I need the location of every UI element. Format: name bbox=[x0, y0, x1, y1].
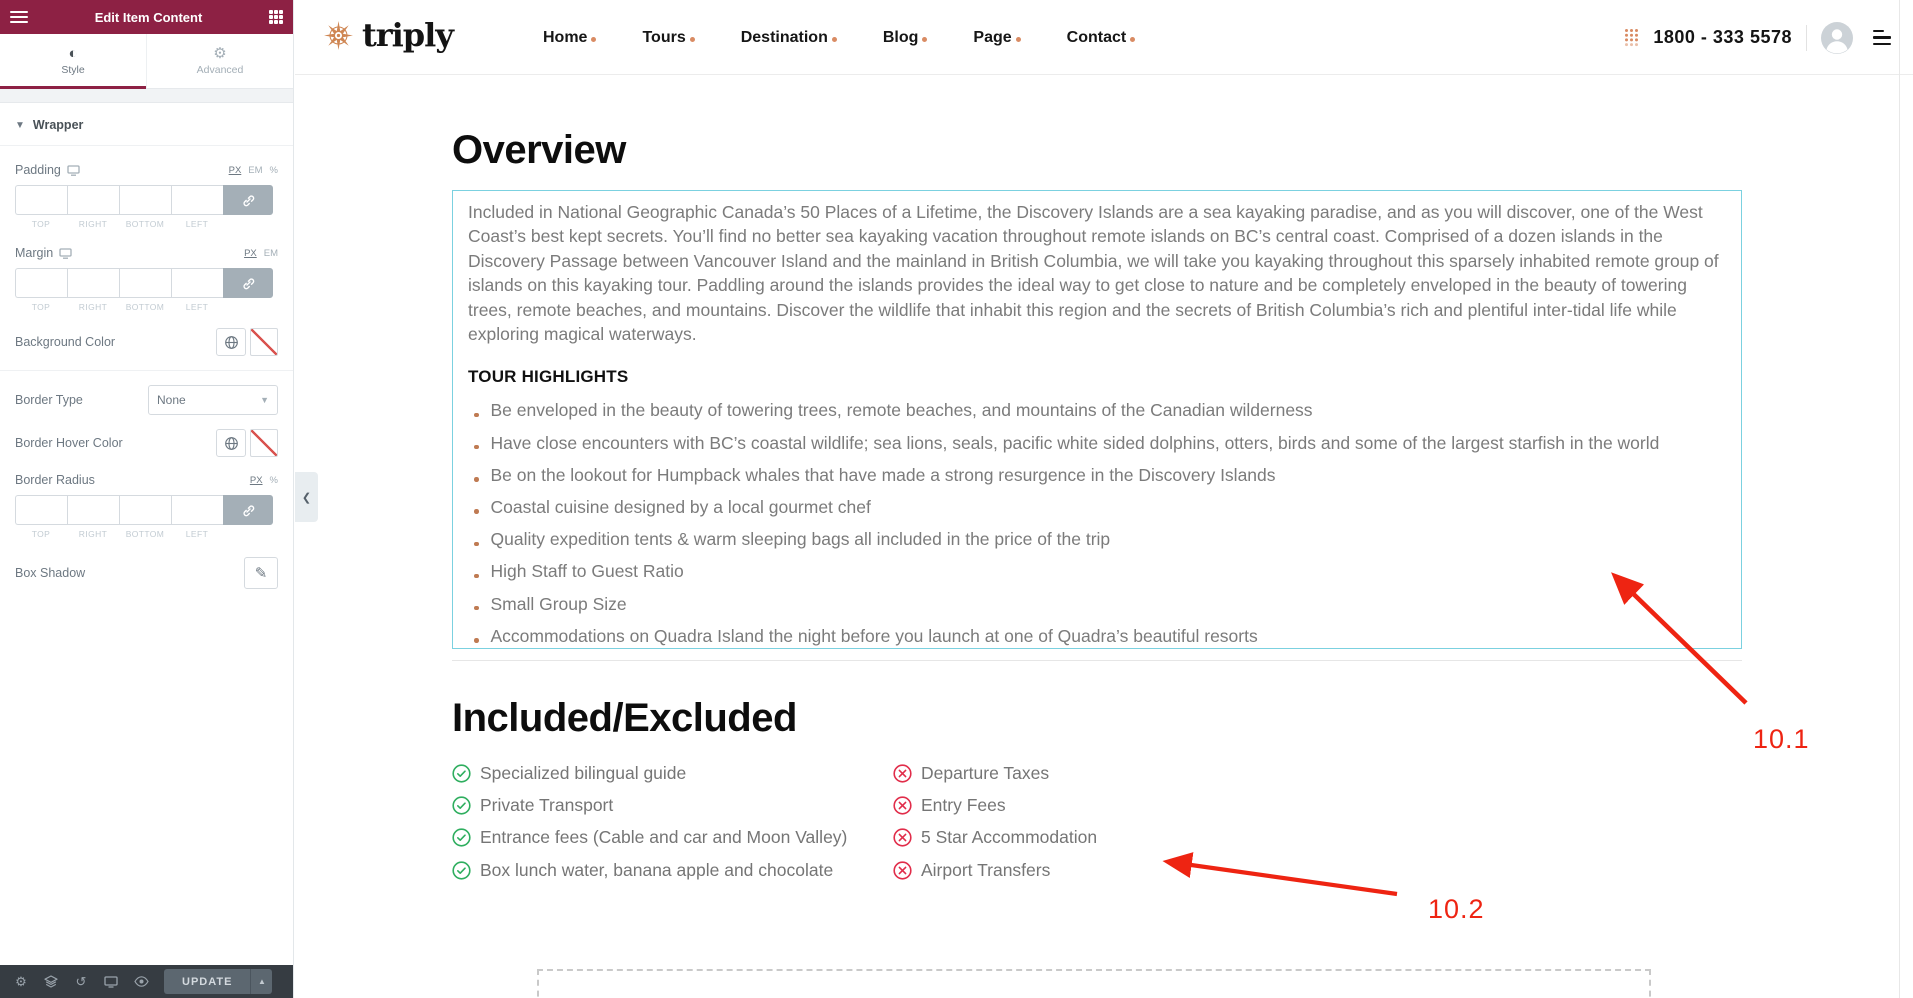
radius-right-input[interactable] bbox=[67, 495, 119, 525]
panel-tabs bbox=[0, 34, 293, 89]
radius-bottom-input[interactable] bbox=[119, 495, 171, 525]
list-item: Have close encounters with BC’s coastal wildlife; sea lions, seals, pacific white sided dolphins, otters, birds and some of the largest starfish in the world bbox=[468, 433, 1727, 465]
border-radius-units bbox=[250, 475, 278, 486]
padding-control: Padding PX EM % TOP RIGHT BOTTOM LEFT bbox=[15, 163, 278, 229]
color-swatch-none[interactable] bbox=[250, 328, 278, 356]
avatar[interactable] bbox=[1821, 22, 1853, 54]
compass-icon bbox=[323, 20, 354, 51]
excluded-item: Airport Transfers bbox=[893, 854, 1097, 886]
margin-control: Margin PX EM TOP RIGHT BOTTOM LEFT bbox=[15, 246, 278, 312]
unit-em[interactable]: EM bbox=[248, 164, 263, 176]
padding-top-input[interactable] bbox=[15, 185, 67, 215]
nav-dot bbox=[1016, 37, 1021, 42]
check-circle-icon bbox=[452, 764, 471, 783]
unit-px[interactable]: PX bbox=[244, 247, 257, 259]
chevron-left-icon: ❮ bbox=[301, 491, 312, 504]
divider bbox=[0, 370, 293, 371]
tabs-gap bbox=[0, 89, 293, 103]
pencil-icon: ✎ bbox=[254, 565, 268, 582]
global-color-button[interactable] bbox=[216, 429, 246, 457]
nav-dot bbox=[690, 37, 695, 42]
bullet-dot bbox=[474, 509, 479, 514]
gear-icon: ⚙ bbox=[213, 45, 227, 62]
included-item: Private Transport bbox=[452, 789, 893, 821]
annotation-arrow-10-2 bbox=[1170, 862, 1397, 894]
list-item: High Staff to Guest Ratio bbox=[468, 561, 1727, 593]
padding-left-input[interactable] bbox=[171, 185, 223, 215]
panel-header bbox=[0, 0, 293, 34]
panel-collapse-handle[interactable] bbox=[295, 472, 318, 522]
border-type-select[interactable]: None ▼ bbox=[148, 385, 278, 415]
tour-highlights-heading: TOUR HIGHLIGHTS bbox=[468, 367, 629, 387]
globe-icon bbox=[224, 335, 239, 350]
check-circle-icon bbox=[452, 796, 471, 815]
background-color-label: Background Color bbox=[15, 335, 116, 349]
unit-percent[interactable]: % bbox=[269, 164, 278, 176]
chain-link-icon bbox=[241, 276, 256, 291]
excluded-item: Entry Fees bbox=[893, 789, 1097, 821]
chain-link-icon bbox=[241, 503, 256, 518]
overview-heading: Overview bbox=[452, 128, 626, 172]
bullet-dot bbox=[474, 574, 479, 579]
cross-circle-icon bbox=[893, 828, 912, 847]
logo-text: triply bbox=[362, 16, 453, 54]
nav-item-blog[interactable]: Blog bbox=[883, 29, 928, 47]
hamburger-menu-icon[interactable] bbox=[10, 8, 28, 26]
annotation-label-10-1: 10.1 bbox=[1753, 724, 1810, 754]
radius-left-input[interactable] bbox=[171, 495, 223, 525]
radius-top-input[interactable] bbox=[15, 495, 67, 525]
main-nav bbox=[543, 0, 1135, 75]
update-button[interactable]: UPDATE bbox=[164, 969, 250, 994]
unit-px[interactable]: PX bbox=[228, 164, 242, 176]
padding-label: Padding bbox=[15, 163, 61, 177]
margin-units bbox=[244, 248, 278, 259]
padding-right-input[interactable] bbox=[67, 185, 119, 215]
widgets-grid-icon[interactable] bbox=[269, 10, 283, 24]
nav-dot bbox=[922, 37, 927, 42]
box-shadow-label: Box Shadow bbox=[15, 566, 86, 580]
history-icon[interactable]: ↺ bbox=[75, 973, 87, 989]
navbar-right bbox=[1624, 0, 1891, 75]
nav-item-home[interactable]: Home bbox=[543, 29, 596, 47]
nav-item-page[interactable]: Page bbox=[973, 29, 1020, 47]
list-item: Be enveloped in the beauty of towering trees, remote beaches, and mountains of the Canadian wilderness bbox=[468, 400, 1727, 432]
site-logo[interactable] bbox=[323, 16, 453, 54]
padding-units bbox=[229, 165, 278, 176]
cross-circle-icon bbox=[893, 861, 912, 880]
unit-percent[interactable]: % bbox=[269, 474, 278, 486]
included-excluded-heading: Included/Excluded bbox=[452, 696, 797, 740]
list-item: Be on the lookout for Humpback whales that have made a strong resurgence in the Discovery Islands bbox=[468, 465, 1727, 497]
border-type-label: Border Type bbox=[15, 393, 83, 407]
selected-widget-outline[interactable] bbox=[452, 190, 1742, 649]
padding-bottom-input[interactable] bbox=[119, 185, 171, 215]
bullet-dot bbox=[474, 542, 479, 547]
box-shadow-edit-button[interactable] bbox=[244, 557, 278, 589]
overview-paragraph: Included in National Geographic Canada’s 50 Places of a Lifetime, the Discovery Islands are a sea kayaking paradise, and as you will discover, one of the West Coast’s best kept secrets. You’ll find no better sea kayaking vacation throughout remote islands on BC’s central coast. Comprised of a dozen islands in the Discovery Passage between Vancouver Island and the mainland in British Columbia, we will take you kayaking throughout this sparsely inhabited remote group of islands on this kayaking tour. Paddling around the islands provides the ideal way to get close to nature and be completely enveloped in the beauty of towering trees, remote beaches, and mountains. Discover the wildlife that inhabit this region and the secrets of British Columbia’s rich and plentiful inter-tidal life while exploring magical waterways. bbox=[468, 202, 1719, 345]
nav-dot bbox=[591, 37, 596, 42]
margin-right-input[interactable] bbox=[67, 268, 119, 298]
cross-circle-icon bbox=[893, 764, 912, 783]
box-shadow-control bbox=[0, 557, 293, 589]
nav-dot bbox=[832, 37, 837, 42]
nav-item-contact[interactable]: Contact bbox=[1067, 29, 1136, 47]
border-hover-color-control bbox=[0, 429, 293, 457]
tab-advanced[interactable]: ⚙ Advanced bbox=[146, 34, 293, 88]
unit-px[interactable]: PX bbox=[249, 474, 263, 486]
device-desktop-icon[interactable] bbox=[67, 165, 80, 176]
included-item: Box lunch water, banana apple and chocolate bbox=[452, 854, 893, 886]
color-swatch-none[interactable] bbox=[250, 429, 278, 457]
border-radius-label: Border Radius bbox=[15, 473, 95, 487]
nav-dot bbox=[1130, 37, 1135, 42]
preview-area bbox=[295, 0, 1913, 998]
check-circle-icon bbox=[452, 861, 471, 880]
offcanvas-menu-icon[interactable] bbox=[1873, 26, 1891, 49]
background-color-control bbox=[0, 328, 293, 356]
link-values-button[interactable] bbox=[223, 495, 273, 525]
included-item: Specialized bilingual guide bbox=[452, 757, 893, 789]
empty-section-placeholder[interactable] bbox=[537, 969, 1651, 998]
style-half-circle-icon: ◐ bbox=[68, 45, 78, 62]
bullet-dot bbox=[474, 445, 479, 450]
update-options-button[interactable]: ▲ bbox=[250, 969, 272, 994]
panel-footer-bar bbox=[0, 965, 293, 998]
border-radius-control: Border Radius PX % TOP RIGHT BOTTOM LEFT bbox=[15, 473, 278, 539]
section-divider-line bbox=[452, 660, 1742, 661]
check-circle-icon bbox=[452, 828, 471, 847]
list-item: Small Group Size bbox=[468, 594, 1727, 626]
editor-panel bbox=[0, 0, 294, 998]
chevron-down-icon: ▼ bbox=[15, 119, 25, 131]
bullet-dot bbox=[474, 638, 479, 643]
globe-icon bbox=[224, 436, 239, 451]
global-color-button[interactable] bbox=[216, 328, 246, 356]
tab-style[interactable]: ◐ Style bbox=[0, 34, 146, 88]
chain-link-icon bbox=[241, 193, 256, 208]
site-navbar bbox=[295, 0, 1913, 75]
bullet-dot bbox=[474, 477, 479, 482]
nav-item-destination[interactable]: Destination bbox=[741, 29, 837, 47]
chevron-down-icon: ▼ bbox=[260, 395, 269, 405]
update-split-button bbox=[164, 969, 272, 994]
included-excluded-grid bbox=[452, 757, 1097, 887]
border-hover-color-label: Border Hover Color bbox=[15, 436, 123, 450]
cross-circle-icon bbox=[893, 796, 912, 815]
bullet-dot bbox=[474, 606, 479, 611]
responsive-monitor-icon[interactable] bbox=[96, 965, 126, 998]
link-values-button[interactable] bbox=[223, 185, 273, 215]
preview-eye-icon[interactable] bbox=[126, 965, 156, 998]
excluded-item: 5 Star Accommodation bbox=[893, 822, 1097, 854]
included-item: Entrance fees (Cable and car and Moon Valley) bbox=[452, 822, 893, 854]
preview-edge-line bbox=[1899, 0, 1900, 998]
excluded-item: Departure Taxes bbox=[893, 757, 1097, 789]
panel-title: Edit Item Content bbox=[94, 9, 203, 25]
margin-bottom-input[interactable] bbox=[119, 268, 171, 298]
tour-highlights-list bbox=[468, 400, 1727, 658]
device-desktop-icon[interactable] bbox=[59, 248, 72, 259]
bullet-dot bbox=[474, 413, 479, 418]
margin-top-input[interactable] bbox=[15, 268, 67, 298]
annotation-label-10-2: 10.2 bbox=[1428, 894, 1485, 924]
wrapper-section-header[interactable]: ▼ Wrapper bbox=[0, 103, 293, 146]
phone-number[interactable]: 1800 - 333 5578 bbox=[1653, 27, 1792, 47]
divider bbox=[1806, 25, 1807, 51]
link-values-button[interactable] bbox=[223, 268, 273, 298]
border-type-control bbox=[0, 385, 293, 415]
list-item: Coastal cuisine designed by a local gourmet chef bbox=[468, 497, 1727, 529]
margin-left-input[interactable] bbox=[171, 268, 223, 298]
list-item: Accommodations on Quadra Island the night before you launch at one of Quadra’s beautiful resorts bbox=[468, 626, 1727, 658]
margin-label: Margin bbox=[15, 246, 54, 260]
dialpad-dots-icon bbox=[1624, 28, 1639, 47]
unit-em[interactable]: EM bbox=[263, 247, 278, 259]
settings-gear-icon[interactable]: ⚙ bbox=[15, 973, 27, 989]
list-item: Quality expedition tents & warm sleeping bags all included in the price of the trip bbox=[468, 529, 1727, 561]
navigator-layers-icon[interactable] bbox=[36, 965, 66, 998]
nav-item-tours[interactable]: Tours bbox=[642, 29, 694, 47]
